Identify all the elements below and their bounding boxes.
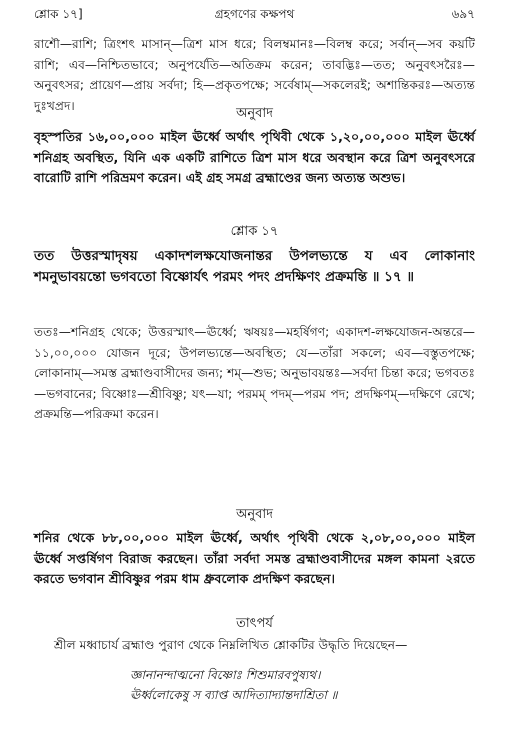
translation-text-2: শনির থেকে ৮৮,০০,০০০ মাইল ঊর্ধ্বে, অর্থাৎ পৃথিবী থেকে ২,০৮,০০,০০০ মাইল ঊর্ধ্বে সপ্তর্ষিগণ বিরাজ করছেন। তাঁরা সর্বদা সমস্ত ব্রহ্মাণ্ডবাসীদের মঙ্গল কামনা ২রতে করতে ভগবান শ্রীবিষ্ণুর পরম ধাম ধ্রুবলোক প্রদক্ষিণ করছেন। — [34, 530, 475, 586]
synonyms-top: রাশৌ—রাশি; ত্রিংশৎ মাসান্—ত্রিশ মাস ধরে; বিলম্বমানঃ—বিলম্ব করে; সর্বান্—সব কয়টি রাশি; এব—নিশ্চিতভাবে; অনুপর্যেতি—অতিক্রম করেন; তাবদ্ভিঃ—তত; অনুবৎসরৈঃ—অনুবৎসর; প্রায়েণ—প্রায় সর্বদা; হি—প্রকৃতপক্ষে; সর্বেষাম্—সকলেরই; অশান্তিকরঃ—অত্যন্ত দুঃখপ্রদ। — [34, 37, 475, 113]
translation-heading-2-wrap — [34, 505, 475, 525]
translation-text-1: বৃহস্পতির ১৬,০০,০০০ মাইল ঊর্ধ্বে অর্থাৎ পৃথিবী থেকে ১,২০,০০,০০০ মাইল ঊর্ধ্বে শনিগ্রহ অবস্থিত, যিনি এক একটি রাশিতে ত্রিশ মাস ধরে অবস্থান করে ত্রিশ অনুবৎসরে বারোটি রাশি পরিভ্রমণ করেন। এই গ্রহ সমগ্র ব্রহ্মাণ্ডের জন্য অত্যন্ত অশুভ। — [34, 129, 475, 185]
translation-heading: অনুবাদ — [236, 507, 273, 522]
synonyms: ততঃ—শনিগ্রহ থেকে; উত্তরস্মাৎ—ঊর্ধ্বে; ঋষয়ঃ—মহর্ষিগণ; একাদশ-লক্ষযোজন-অন্তরে—১১,০০,০০০ যোজন দূরে; উপলভ্যন্তে—অবস্থিত; যে—তাঁরা সকলে; এব—বস্তুতপক্ষে; লোকানাম্—সমস্ত ব্রহ্মাণ্ডবাসীদের জন্য; শম্—শুভ; অনুভাবয়ন্তঃ—সর্বদা চিন্তা করে; ভগবতঃ—ভগবানের; বিষ্ণোঃ—শ্রীবিষ্ণু; যৎ—যা; পরমম্ পদম্—পরম পদ; প্রদক্ষিণম্—দক্ষিণে রেখে; প্রক্রমন্তি—পরিক্রমা করেন। — [34, 325, 475, 421]
purport-heading: তাৎপর্য — [236, 616, 273, 631]
page-number: ৬৯৭ — [451, 7, 475, 21]
translation-heading-1-wrap — [34, 104, 475, 124]
page-header — [34, 6, 475, 24]
purport-heading-wrap — [34, 614, 475, 634]
chapter-title: গ্রহগণের কক্ষপথ — [214, 7, 295, 21]
purport-intro: শ্রীল মধ্বাচার্য ব্রহ্মাণ্ড পুরাণ থেকে নিম্নলিখিত শ্লোকটির উদ্ধৃতি দিয়েছেন— — [54, 638, 408, 652]
verse-heading: শ্লোক ১৭ — [230, 224, 279, 239]
quote-line-1: জ্ঞানানন্দাত্মনো বিষ্ণোঃ শিশুমারবপুষ্যথ। — [130, 668, 321, 682]
verse-reference: শ্লোক ১৭] — [34, 7, 83, 21]
translation-heading: অনুবাদ — [236, 106, 273, 121]
verse-text: তত উত্তরস্মাদৃষয় একাদশলক্ষযোজনান্তর উপলভ্যন্তে য এব লোকানাং শমনুভাবয়ন্তো ভগবতো বিষ্ণোর্যৎ পরমং পদং প্রদক্ষিণং প্রক্রমন্তি ॥ ১৭ ॥ — [34, 248, 475, 285]
quote-line-2: ঊর্ধ্বলোকেষু স ব্যাপ্ত আদিত্যাদ্যান্তদাশ্রিতা ॥ — [130, 688, 338, 702]
verse-heading-wrap — [34, 222, 475, 242]
